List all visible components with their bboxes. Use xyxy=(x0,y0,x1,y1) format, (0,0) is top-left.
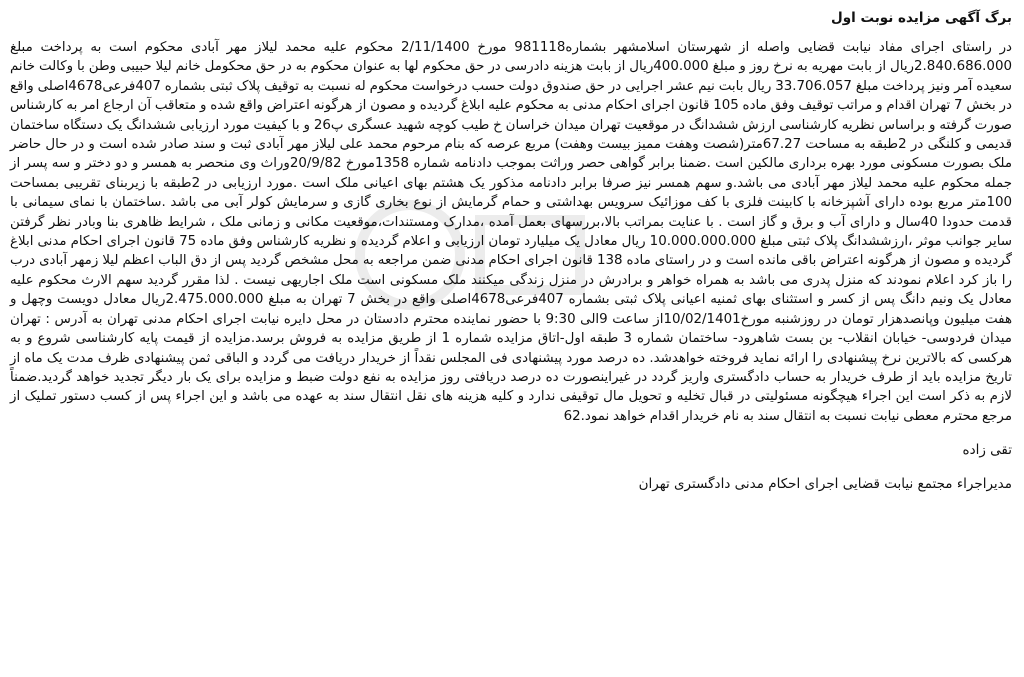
notice-title: برگ آگهی مزایده نوبت اول xyxy=(831,10,1012,26)
signer-title: مدیراجراء مجتمع نیابت قضایی اجرای احکام مدنی دادگستری تهران xyxy=(638,476,1012,493)
signer-name: تقی زاده xyxy=(962,442,1012,459)
signature-block xyxy=(10,440,1012,494)
notice-body: در راستای اجرای مفاد نیابت قضایی واصله از شهرستان اسلامشهر بشماره981118 مورخ 2/11/1400 محکوم علیه محمد لیلاز مهر آبادی محکوم است به پرداخت مبلغ 2.840.686.000ریال از بابت مهریه به نرخ روز و مبلغ 400.000ریال از بابت هزینه دادرسی در حق محکوم لها به عنوان محکوم به در حق محکومل خانم لیلا حبیبی وطن با وکالت خانم سعیده آمر ونیز پرداخت مبلغ 33.706.057 ریال بابت نیم عشر اجرایی در حق صندوق دولت حسب درخواست محکوم له نسبت به توقیف پلاک ثبتی بشماره 407فرعی4678اصلی واقع در بخش 7 تهران اقدام و مراتب توقیف وفق ماده 105 قانون اجرای احکام مدنی به محکوم علیه ابلاغ گردیده و مصون از هرگونه اعتراض واقع شده و متعاقب آن ارجاع امر به کارشناس صورت گرفته و براساس نظریه کارشناسی ارزش ششدانگ در موقعیت تهران میدان خراسان خ طیب کوچه شهید عسگری پ26 و با کیفیت مورد ارزیابی ششدانگ یک دستگاه ساختمان قدیمی و کلنگی در 2طبقه به مساحت 67.27متر(شصت وهفت ممیز بیست وهفت) مربع عرصه که بنام مرحوم محمد علی لیلاز مهر آبادی ثبت و سند صادر شده است و در حال حاضر ملک بصورت مسکونی مورد بهره برداری مالکین است .ضمنا برابر گواهی حصر وراثت بموجب دادنامه شماره 1358مورخ 20/9/82وراث وی منحصر به همسر و دو دختر و سه پسر از جمله محکوم علیه محمد لیلاز مهر آبادی می باشد.و سهم همسر نیز صرفا برابر دادنامه مذکور یک هشتم بهای اعیانی ملک است .مورد ارزیابی در 2طبقه با زیربنای تقریبی بمساحت 100متر مربع بوده دارای آشپزخانه با کابینت فلزی با کف موزائیک سرویس بهداشتی و حمام گرمایش از نوع بخاری گازی و سرمایش کولر آبی می باشد .ساختمان با نمای سیمانی با قدمت حدودا 40سال و دارای آب و برق و گاز است . با عنایت بمراتب بالا،بررسهای بعمل آمده ،مدارک ومستندات،موقعیت مکانی و زمانی ملک ، شرایط ظاهری بنا وبادر نظر گرفتن سایر جوانب موثر ،ارزششدانگ پلاک ثبتی مبلغ 10.000.000.000 ریال معادل یک میلیارد تومان ارزیابی و اعلام گردیده و نظریه کارشناس وفق ماده 75 قانون اجرای احکام مدنی ابلاغ گردیده و مصون از هرگونه اعتراض باقی مانده است و در راستای ماده 138 قانون اجرای احکام مدنی ضمن مراجعه به محل مشخص گردید پس از دق الباب اعظم لیلا زمهر آبادی درب را باز کرد اعلام نمودند که منزل پدری می باشد به همراه خواهر و برادرش در منزل زندگی میکنند ملک مسکونی است ملک اجاریهی نیست . لذا مقرر گردید سهم الارث محکوم علیه معادل یک ونیم دانگ پس از کسر و استثنای بهای ثمنیه اعیانی پلاک ثبتی بشماره 407فرعی4678اصلی واقع در بخش 7 تهران به مبلغ 2.475.000.000ریال معادل دویست وچهل و هفت میلیون وپانصدهزار تومان در روزشنبه مورخ10/02/1401از ساعت 9الی 9:30 با حضور نماینده محترم دادستان در محل دایره نیابت اجرای احکام مدنی تهران به آدرس : تهران میدان فردوسی- خیابان انقلاب- بن بست شاهرود- ساختمان شماره 3 طبقه اول-اتاق مزایده شماره 1 از طریق مزایده به فروش برسد.مزایده از قیمت پایه کارشناسی شروع و به هرکسی که بالاترین نرخ پیشنهادی را ارائه نماید فروخته خواهدشد. ده درصد مورد پیشنهادی فی المجلس نقداً از خریدار دریافت می گردد و الباقی ثمن پیشنهادی ظرف مدت یک ماه از تاریخ مزایده باید از طرف خریدار به حساب دادگستری واریز گردد در غیراینصورت ده درصد دریافتی روز مزایده به نفع دولت ضبط و مزایده برای یک بار دیگر تجدید خواهد گردید.ضمناً لازم به ذکر است این اجراء هیچگونه مسئولیتی در قبال تخلیه و تحویل مال توقیفی ندارد و کلیه هزینه های نقل انتقال سند به عهده می باشد و این اجراء پس از کسب دستور تملیک از مرجع محترم معطی نیابت نسبت به انتقال سند به نام خریدار اقدام خواهد نمود.62 xyxy=(10,40,1013,424)
